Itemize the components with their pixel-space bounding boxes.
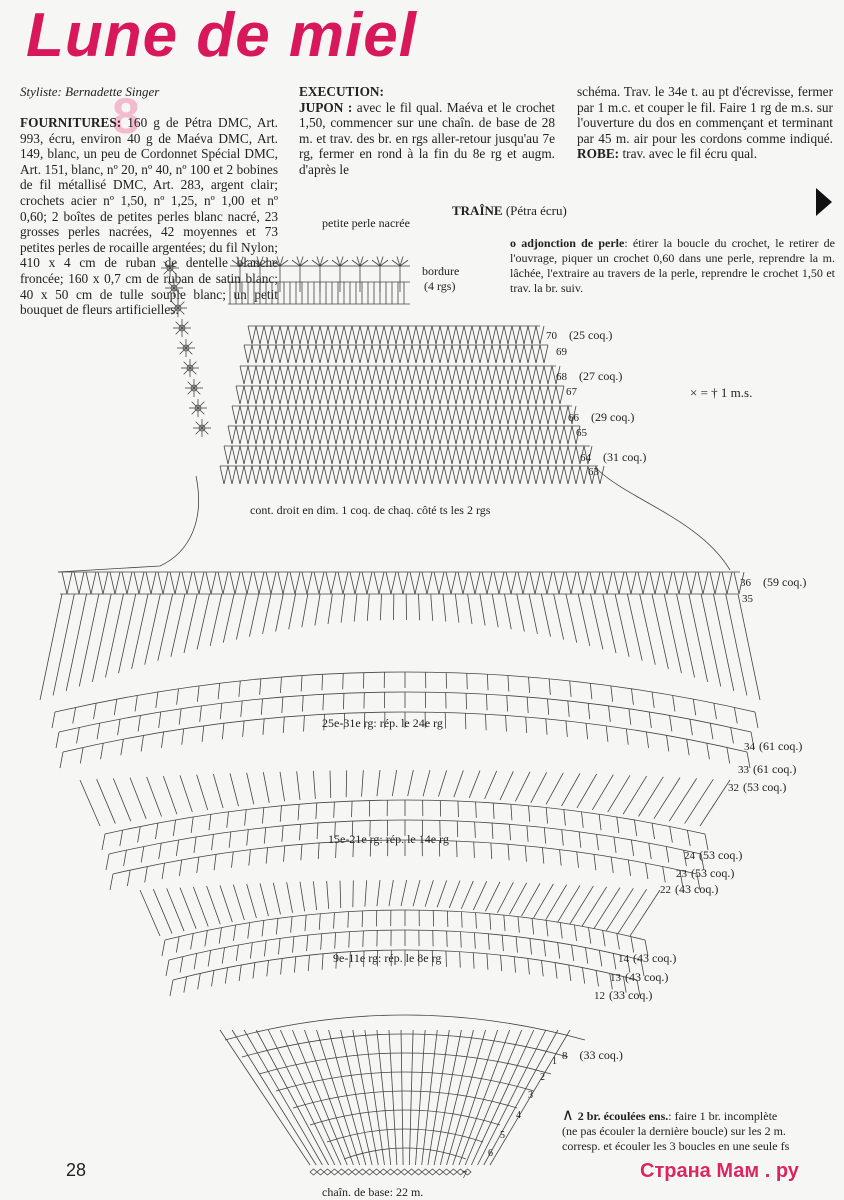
row-label [546,328,612,343]
row-number: 63 [588,466,599,478]
rep-25-31-note: 25e-31e rg: rép. le 24e rg [322,716,443,730]
coq-count: (53 coq.) [743,780,787,794]
row-number: 36 [740,577,751,589]
small-row-number: 2 [540,1072,545,1083]
row-number: 70 [546,330,557,342]
legend-ms: × = † 1 m.s. [690,385,753,400]
adjonction-heading: adjonction de perle [521,236,625,250]
band-35-36 [58,572,744,594]
row-number: 64 [580,452,591,464]
coq-count: (33 coq.) [579,1048,623,1062]
page-number: 28 [66,1160,87,1180]
row-number: 65 [576,427,587,439]
fournitures-text: 160 g de Pétra DMC, Art. 993, écru, environ 40 g de Maéva DMC, Art. 149, blanc, un peu de Cordonnet Spécial DMC, Art. 151, blanc, nº 20, nº 40, nº 100 et 2 bobines de fil métallisé DMC, Art. 283, argent clair; crochets acier nº 1,50, nº 1,25, nº 1,00 et nº 0,60; 2 boîtes de petites perles blanc nacré, 23 grosses perles nacrées, 42 moyennes et 73 petites perles de rocaille argentées; du fil Nylon; 410 x 4 cm de ruban de dentelle blanche froncée; 160 x 0,7 cm de ruban de satin blanc; 40 x 50 cm de tulle souple blanc; un petit bouquet de fleurs artificielles. [20,115,278,318]
traine-label: TRAÎNE [452,203,503,218]
small-row-number: 7 [462,1170,467,1181]
jupon-text: avec le fil qual. Maéva et le crochet 1,50, commencer sur une chaîn. de base de 28 m. et trav. des br. en rgs aller-retour jusqu'au 7e rg, fermer en rond à la fin du 8e rg et augm. d'après le [299,99,555,177]
adjonction-note [510,236,835,296]
row-label [576,427,587,439]
row-label [566,386,577,398]
two-br-symbol-icon: ∧ [562,1107,578,1124]
coq-count: (43 coq.) [675,882,719,896]
row-number: 13 [610,972,621,984]
rep-15-21-note: 15e-21e rg: rép. le 14e rg [328,832,449,846]
traine-outline [58,470,730,572]
two-br-heading: 2 br. écoulées ens. [577,1109,669,1123]
row-label [728,780,786,795]
fournitures-heading: FOURNITURES: [20,115,122,130]
traine-yarn: (Pétra écru) [505,203,567,218]
cont-droit-note: cont. droit en dim. 1 coq. de chaq. côté ts les 2 rgs [250,503,491,517]
coq-count: (53 coq.) [699,848,743,862]
robe-text: trav. avec le fil écru qual. [619,146,758,162]
row-label [684,848,742,863]
row-number: 33 [738,764,749,776]
small-row-number: 1 [552,1056,557,1067]
row-number: 35 [742,593,753,605]
row-number: 8 [562,1050,568,1062]
row-number: 67 [566,386,577,398]
row-number: 24 [684,850,695,862]
two-br-text: : faire 1 br. incomplète (ne pas écouler la dernière boucle) sur les 2 m. corresp. et écouler les 3 boucles en une seule fs [562,1109,790,1153]
small-row-number: 5 [500,1130,505,1141]
pattern-number-badge: 8 [112,88,140,144]
execution-heading: EXECUTION: [299,84,384,99]
row-number: 32 [728,782,739,794]
row-label [660,882,718,897]
coq-count: (25 coq.) [569,328,613,342]
petite-perle-label: petite perle nacrée [322,216,410,230]
adjonction-text: : étirer la boucle du crochet, le retirer de l'ouvrage, piquer un crochet 0,60 dans une perle, reprendre la m. lâchée, l'extraire au travers de la perle, reprendre le crochet 1,50 et trav. la br. suiv. [510,236,836,295]
row-number: 23 [676,868,687,880]
row-number: 34 [744,741,755,753]
row-label [588,466,599,478]
row-label [556,369,622,384]
coq-count: (31 coq.) [603,450,647,464]
coq-count: (53 coq.) [691,866,735,880]
page-title: Lune de miel [26,1,417,70]
coq-count: (43 coq.) [633,951,677,965]
row-label [610,970,668,985]
row-label [742,593,753,605]
traine-title [452,203,567,219]
row-number: 66 [568,412,579,424]
coq-count: (61 coq.) [759,739,803,753]
watermark-logo: Страна Мам . ру [640,1160,799,1182]
row-label [580,450,646,465]
row-label [618,951,676,966]
robe-label: ROBE: [577,146,620,162]
coq-count: (43 coq.) [625,970,669,984]
small-row-number: 6 [488,1148,493,1159]
row-label [738,762,796,777]
stylist-credit: Styliste: Bernadette Singer [20,84,160,99]
row-label [740,575,806,590]
row-label [556,346,567,358]
coq-count: (33 coq.) [609,988,653,1002]
row-number: 22 [660,884,671,896]
row-number: 69 [556,346,567,358]
bead-symbol-icon: o [510,236,522,250]
row-label [568,410,634,425]
row-label [562,1048,623,1063]
bordure-rgs-label: (4 rgs) [424,279,456,293]
fan-stitches [40,594,760,700]
small-row-number: 4 [516,1110,521,1121]
schema-text: schéma. Trav. le 34e t. au pt d'écrevisse, fermer par 1 m.c. et couper le fil. Faire 1 rg de m.s. sur l'ouverture du dos en commençant et terminant par 45 m. air pour les cordons comme indiqué. [577,84,833,146]
traine-rows [220,326,604,484]
row-label [676,866,734,881]
chain-base-label: chaîn. de base: 22 m. [322,1185,424,1199]
chain-base [310,1169,471,1175]
row-number: 68 [556,371,567,383]
coq-count: (29 coq.) [591,410,635,424]
coq-count: (59 coq.) [763,575,807,589]
row-number: 14 [618,953,629,965]
row-label [744,739,802,754]
bordure-label: bordure [422,264,460,278]
row-label [594,988,652,1003]
jupon-label: JUPON : [299,99,353,115]
rep-9-11-note: 9e-11e rg: rép. le 8e rg [333,951,442,965]
row-number: 12 [594,990,605,1002]
coq-count: (27 coq.) [579,369,623,383]
small-row-number: 3 [528,1090,533,1101]
two-br-note [562,1108,792,1154]
coq-count: (61 coq.) [753,762,797,776]
